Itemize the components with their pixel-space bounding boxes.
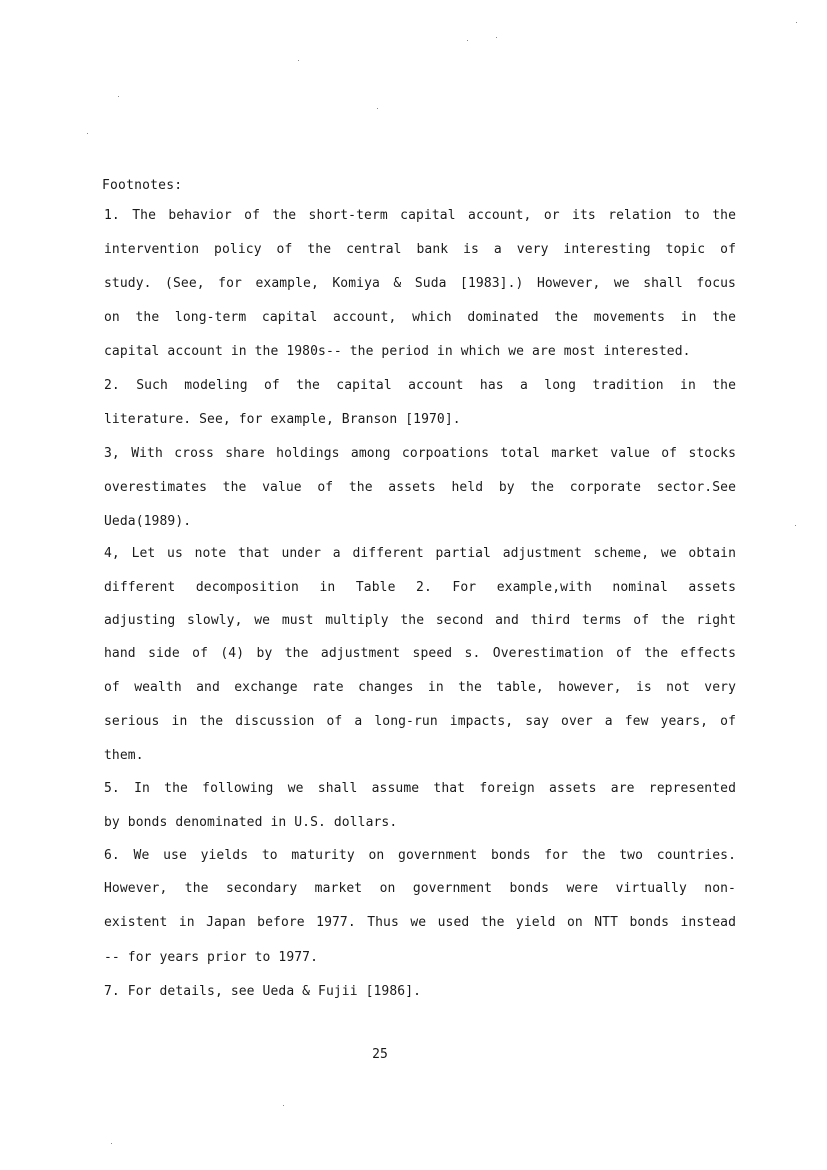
scan-speck — [298, 60, 299, 61]
footnote-line: Ueda(1989). — [104, 514, 192, 529]
footnote-line: of wealth and exchange rate changes in the table, however, is not very — [104, 680, 736, 695]
footnote-line: 4, Let us note that under a different partial adjustment scheme, we obtain — [104, 546, 736, 561]
footnote-line: study. (See, for example, Komiya & Suda [1983].) However, we shall focus — [104, 276, 736, 291]
footnote-line: 1. The behavior of the short-term capital account, or its relation to the — [104, 208, 736, 223]
footnote-line: 3, With cross share holdings among corpoations total market value of stocks — [104, 446, 736, 461]
footnote-line: different decomposition in Table 2. For example,with nominal assets — [104, 580, 736, 595]
footnote-line: -- for years prior to 1977. — [104, 950, 319, 965]
footnote-line: by bonds denominated in U.S. dollars. — [104, 815, 398, 830]
scan-speck — [496, 37, 497, 38]
footnote-line: However, the secondary market on government bonds were virtually non- — [104, 881, 736, 896]
footnote-line: 2. Such modeling of the capital account has a long tradition in the — [104, 378, 736, 393]
footnotes-heading: Footnotes: — [102, 178, 183, 193]
scan-speck — [796, 22, 797, 23]
footnote-line: intervention policy of the central bank is a very interesting topic of — [104, 242, 736, 257]
scan-speck — [87, 133, 88, 134]
scan-speck — [111, 1143, 112, 1144]
scan-speck — [283, 1105, 284, 1106]
scan-speck — [795, 525, 796, 526]
footnote-line: on the long-term capital account, which dominated the movements in the — [104, 310, 736, 325]
footnote-line: overestimates the value of the assets held by the corporate sector.See — [104, 480, 736, 495]
page-number: 25 — [372, 1047, 388, 1062]
scan-speck — [467, 40, 468, 41]
footnote-line: 5. In the following we shall assume that foreign assets are represented — [104, 781, 736, 796]
scan-speck — [118, 96, 119, 97]
footnote-line: existent in Japan before 1977. Thus we used the yield on NTT bonds instead — [104, 915, 736, 930]
footnote-line: serious in the discussion of a long-run impacts, say over a few years, of — [104, 714, 736, 729]
footnote-line: 7. For details, see Ueda & Fujii [1986]. — [104, 984, 422, 999]
footnote-line: 6. We use yields to maturity on government bonds for the two countries. — [104, 848, 736, 863]
footnote-line: hand side of (4) by the adjustment speed s. Overestimation of the effects — [104, 646, 736, 661]
footnote-line: them. — [104, 748, 144, 763]
scan-speck — [377, 108, 378, 109]
footnote-line: adjusting slowly, we must multiply the second and third terms of the right — [104, 613, 736, 628]
footnote-line: capital account in the 1980s-- the period in which we are most interested. — [104, 344, 691, 359]
footnote-line: literature. See, for example, Branson [1970]. — [104, 412, 461, 427]
